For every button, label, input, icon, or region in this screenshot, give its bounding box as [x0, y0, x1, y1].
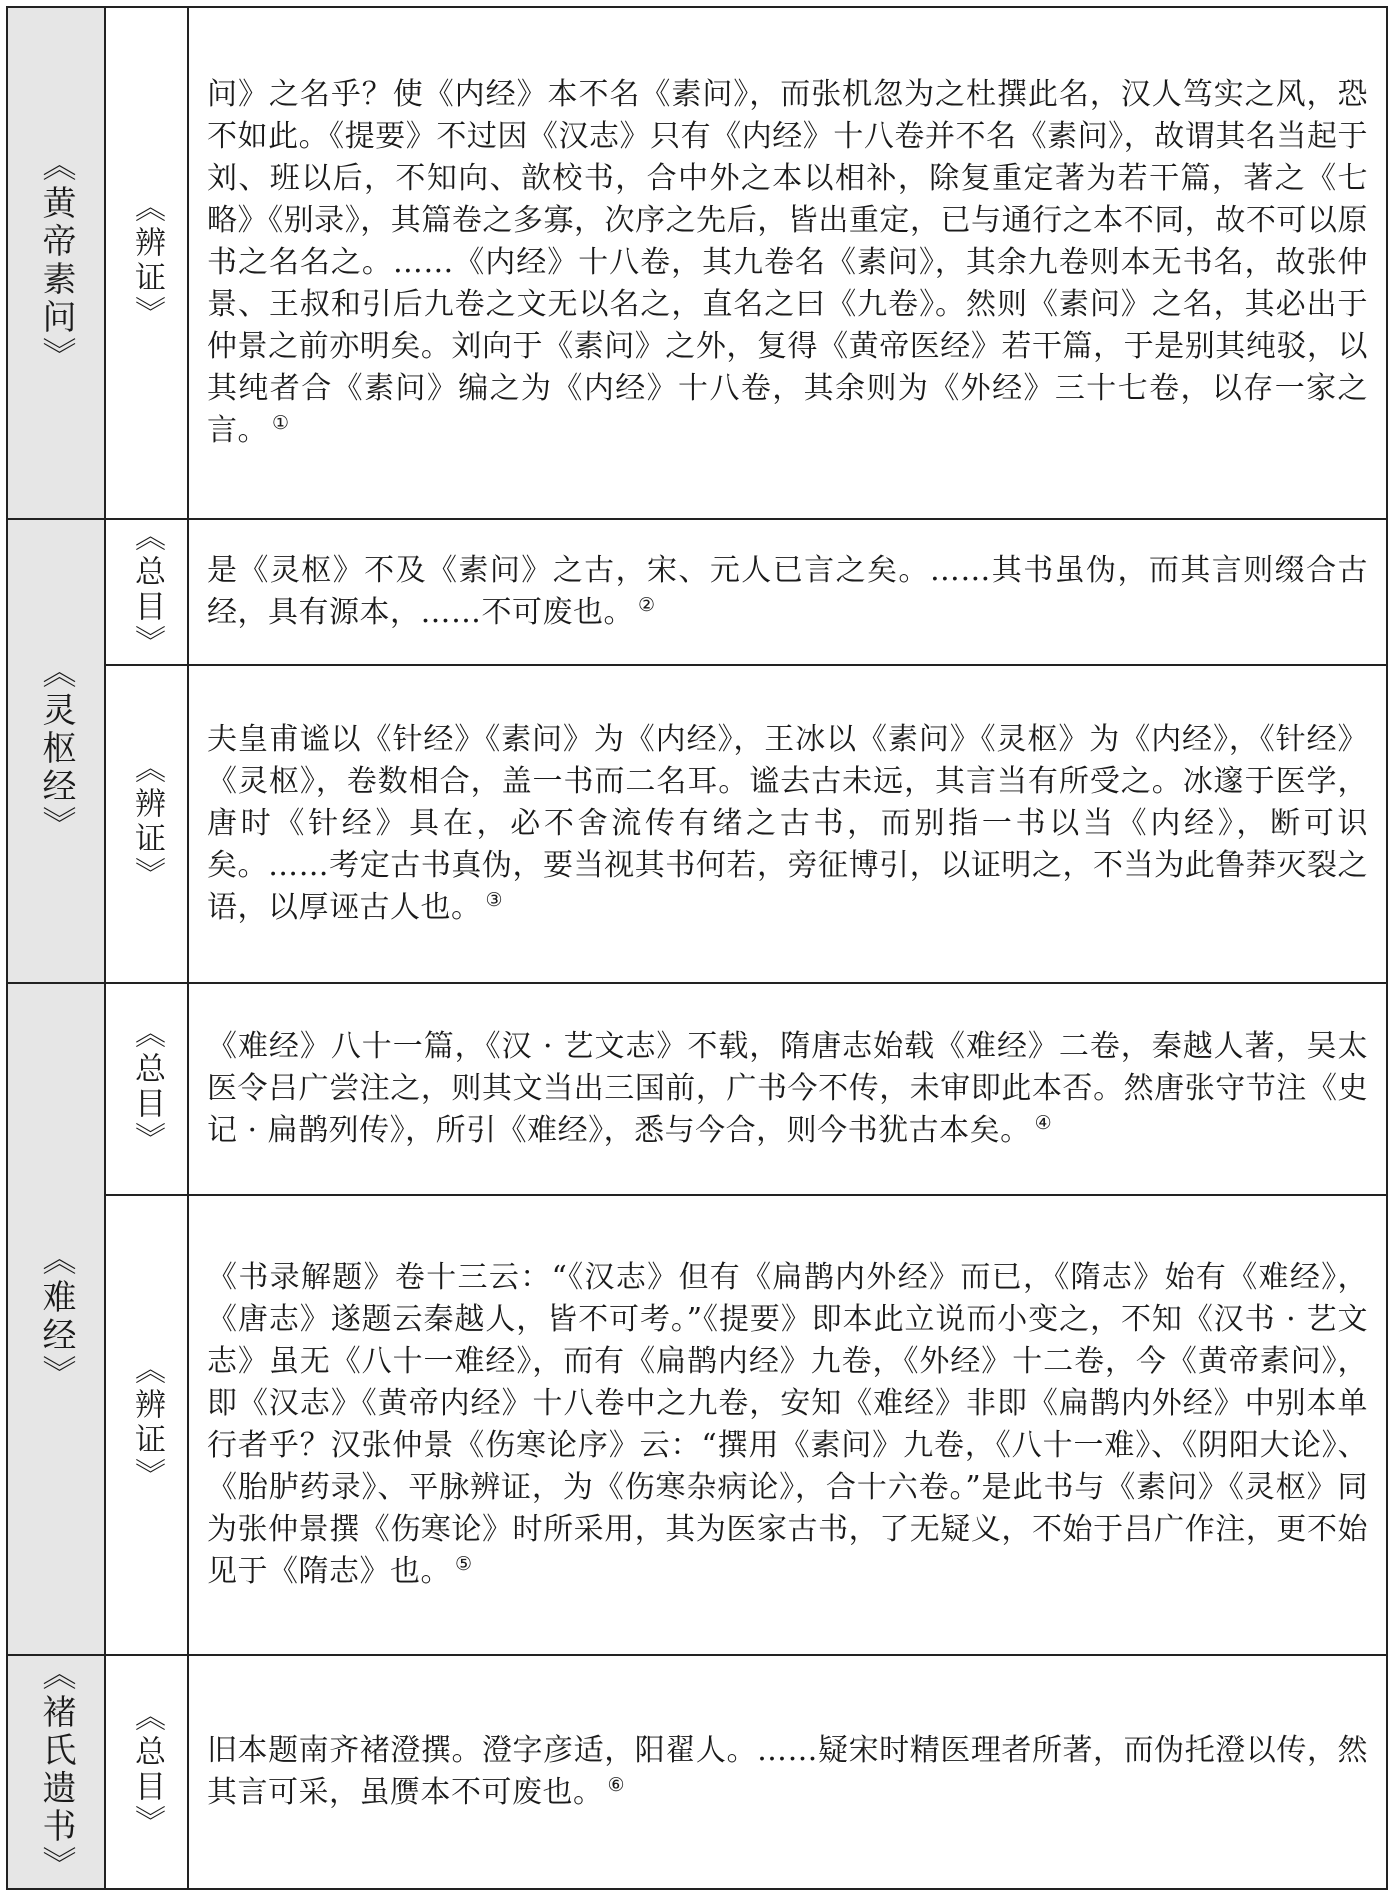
content-text: 是《灵枢》不及《素问》之古，宋、元人已言之矣。……其书虽伪，而其言则缀合古经，具有源本，……不可废也。	[207, 553, 1368, 630]
book-title-cell	[7, 519, 105, 983]
table-row	[7, 1195, 1387, 1655]
book-title: 《黄帝素问》	[36, 147, 76, 375]
content-text: 《难经》八十一篇，《汉 · 艺文志》不载，隋唐志始载《难经》二卷，秦越人著，吴太医令吕广尝注之，则其文当出三国前，广书今不传，未审即此本否。然唐张守节注《史记 · 扁鹊列传》，所引《难经》，悉与今合，则今书犹古本矣。	[207, 1029, 1368, 1148]
content-cell	[188, 665, 1387, 983]
category-label: 《总目》	[129, 1017, 165, 1157]
category-label: 《总目》	[129, 1700, 165, 1840]
table-row	[7, 7, 1387, 519]
category-cell	[105, 983, 188, 1195]
category-cell	[105, 7, 188, 519]
category-cell	[105, 1195, 188, 1655]
category-label: 《辨证》	[129, 191, 165, 331]
footnote-marker: ③	[485, 889, 504, 911]
footnote-marker: ⑤	[455, 1553, 473, 1575]
category-label: 《总目》	[129, 520, 165, 660]
content-cell	[188, 983, 1387, 1195]
table-row	[7, 519, 1387, 665]
category-label: 《辨证》	[129, 1353, 165, 1493]
book-title-cell	[7, 983, 105, 1655]
category-cell	[105, 665, 188, 983]
category-cell	[105, 519, 188, 665]
table-row	[7, 983, 1387, 1195]
content-text: 夫皇甫谧以《针经》《素问》为《内经》，王冰以《素问》《灵枢》为《内经》，《针经》《灵枢》，卷数相合，盖一书而二名耳。谧去古未远，其言当有所受之。冰邃于医学，唐时《针经》具在，必不舍流传有绪之古书，而别指一书以当《内经》，断可识矣。……考定古书真伪，要当视其书何若，旁征博引，以证明之，不当为此鲁莽灭裂之语，以厚诬古人也。	[207, 722, 1368, 925]
book-title-cell	[7, 1655, 105, 1889]
content-cell	[188, 1655, 1387, 1889]
footnote-marker: ①	[272, 412, 290, 434]
content-cell	[188, 1195, 1387, 1655]
content-cell	[188, 7, 1387, 519]
book-title: 《难经》	[36, 1241, 76, 1393]
book-title-cell	[7, 7, 105, 519]
content-text: 旧本题南齐褚澄撰。澄字彦适，阳翟人。……疑宋时精医理者所著，而伪托澄以传，然其言可采，虽赝本不可废也。	[207, 1733, 1368, 1810]
footnote-marker: ②	[638, 594, 656, 616]
table-row	[7, 665, 1387, 983]
book-title: 《褚氏遗书》	[36, 1656, 76, 1884]
book-title: 《灵枢经》	[36, 654, 76, 844]
footnote-marker: ④	[1034, 1112, 1053, 1134]
category-label: 《辨证》	[129, 752, 165, 892]
table-row	[7, 1655, 1387, 1889]
content-text: 问》之名乎？使《内经》本不名《素问》，而张机忽为之杜撰此名，汉人笃实之风，恐不如此。《提要》不过因《汉志》只有《内经》十八卷并不名《素问》，故谓其名当起于刘、班以后，不知向、歆校书，合中外之本以相补，除复重定著为若干篇，著之《七略》《别录》，其篇卷之多寡，次序之先后，皆出重定，已与通行之本不同，故不可以原书之名名之。……《内经》十八卷，其九卷名《素问》，其余九卷则本无书名，故张仲景、王叔和引后九卷之文无以名之，直名之曰《九卷》。然则《素问》之名，其必出于仲景之前亦明矣。刘向于《素问》之外，复得《黄帝医经》若干篇，于是别其纯驳，以其纯者合《素问》编之为《内经》十八卷，其余则为《外经》三十七卷，以存一家之言。	[207, 77, 1368, 448]
content-text: 《书录解题》卷十三云：“《汉志》但有《扁鹊内外经》而已，《隋志》始有《难经》，《唐志》遂题云秦越人，皆不可考。”《提要》即本此立说而小变之，不知《汉书 · 艺文志》虽无《八十一难经》，而有《扁鹊内经》九卷，《外经》十二卷，今《黄帝素问》，即《汉志》《黄帝内经》十八卷中之九卷，安知《难经》非即《扁鹊内外经》中别本单行者乎？汉张仲景《伤寒论序》云：“撰用《素问》九卷，《八十一难》、《阴阳大论》、《胎胪药录》、平脉辨证，为《伤寒杂病论》，合十六卷。”是此书与《素问》《灵枢》同为张仲景撰《伤寒论》时所采用，其为医家古书，了无疑义，不始于吕广作注，更不始见于《隋志》也。	[207, 1260, 1368, 1589]
bibliography-table	[6, 6, 1388, 1890]
footnote-marker: ⑥	[607, 1774, 626, 1796]
content-cell	[188, 519, 1387, 665]
category-cell	[105, 1655, 188, 1889]
